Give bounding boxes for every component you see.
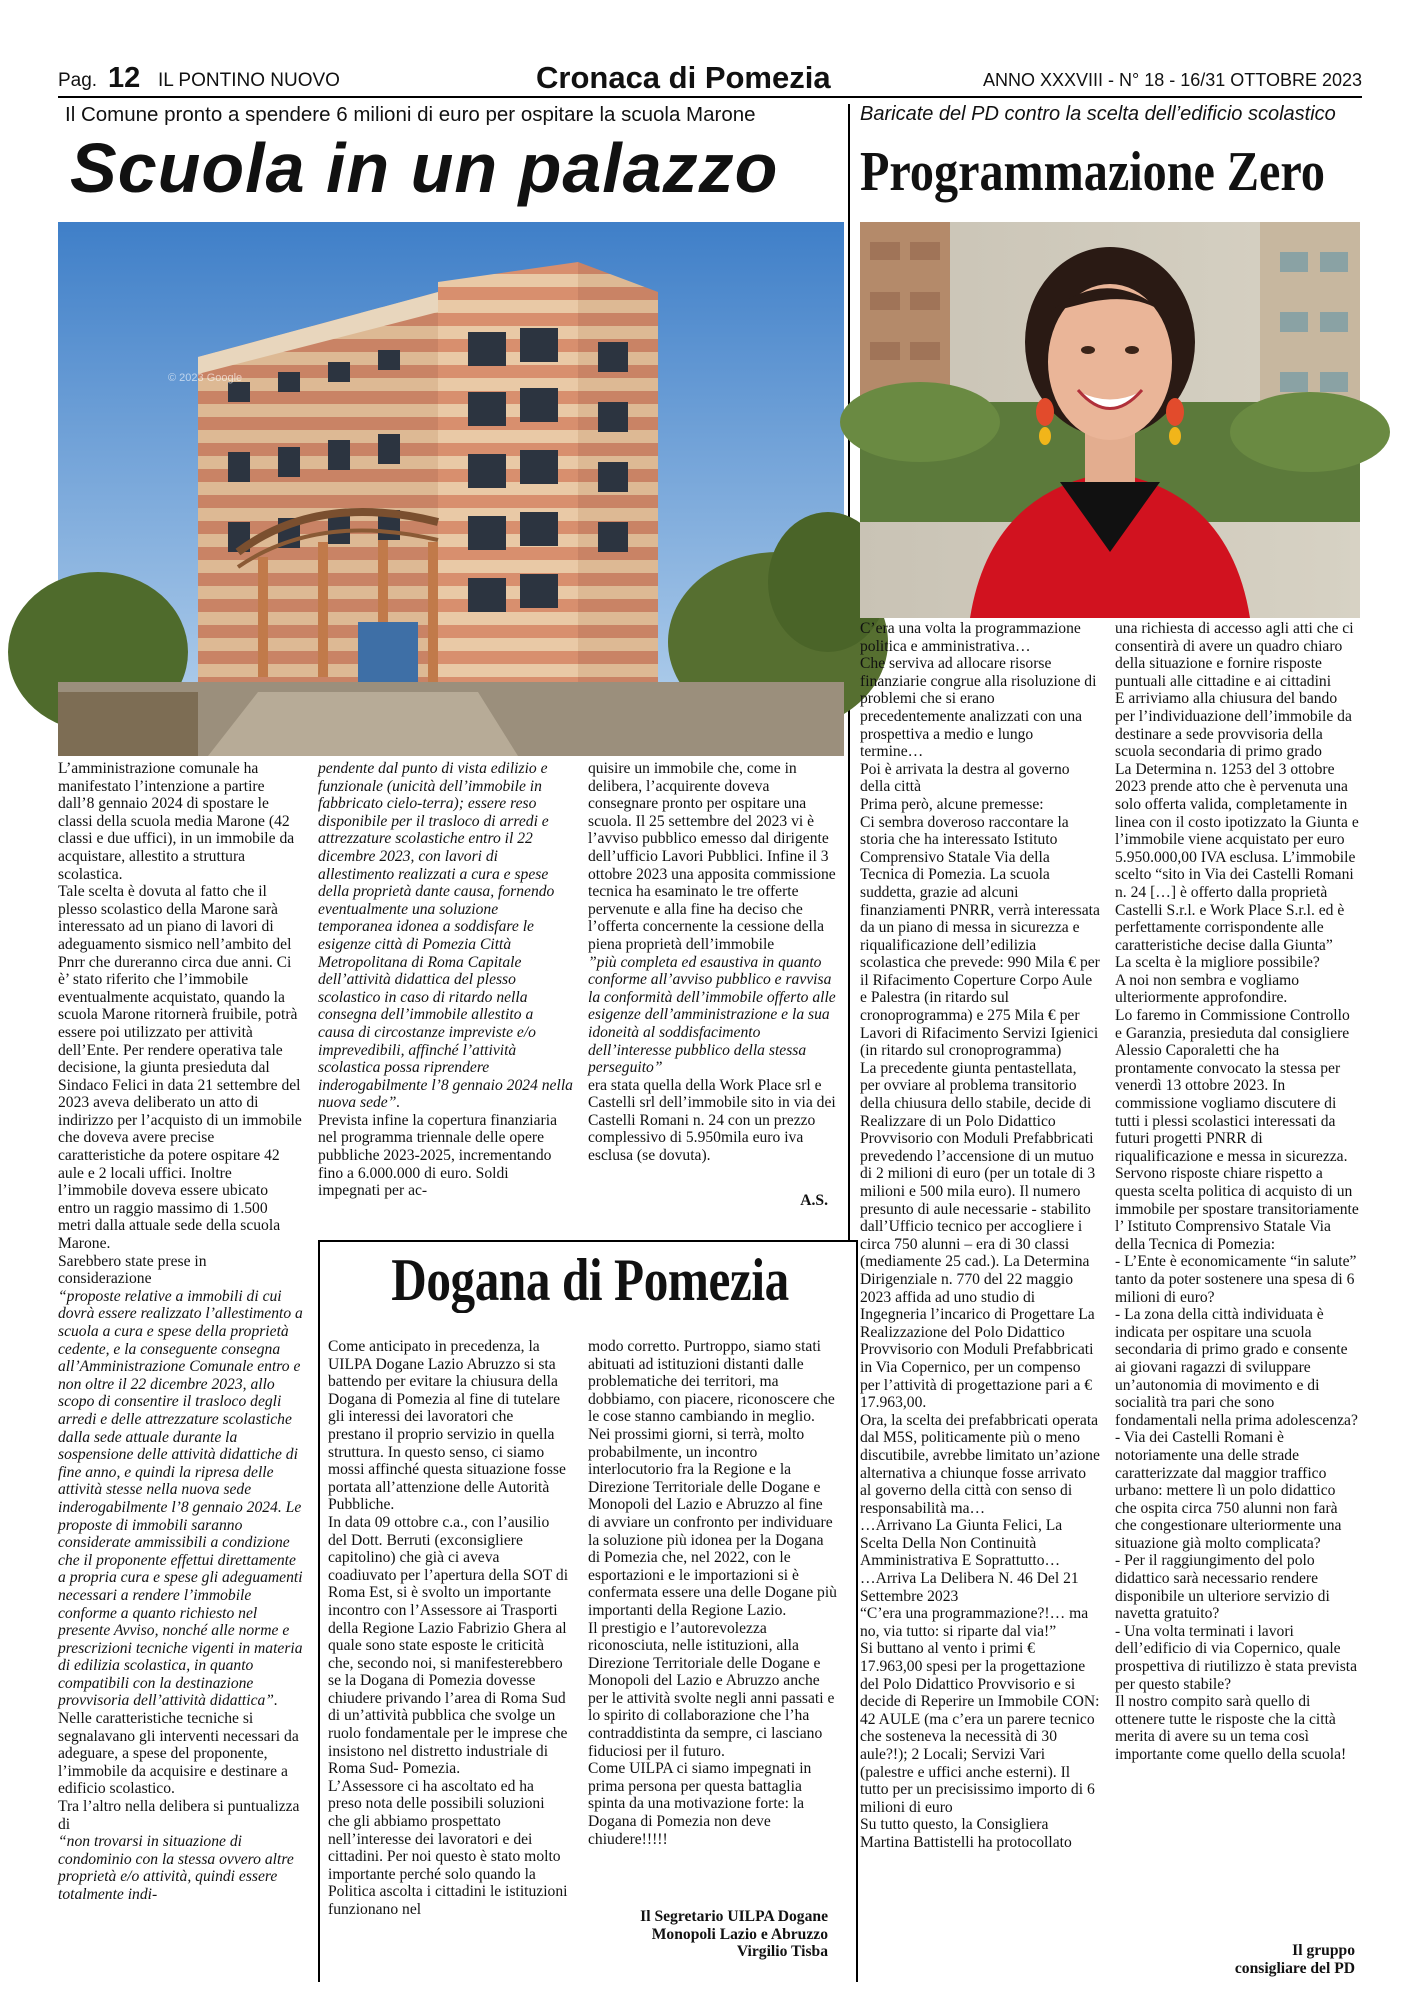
article1-column-2 (318, 760, 573, 1200)
article1-col1-end: Nelle caratteristiche tecniche si segnalavano gli interventi necessari da adeguare, a spese del proponente, l’immobile da acquisire e destinare a edificio scolastico. Tra l’altro nella delibera si puntualizza di (58, 1710, 300, 1833)
article2-kicker: Baricate del PD contro la scelta dell’edificio scolastico (860, 103, 1336, 125)
page-header (58, 62, 1362, 94)
article1-col1-end-quote: “non trovarsi in situazione di condominio con la stessa ovvero altre proprietà e/o attività, quindi essere totalmente indi- (58, 1833, 294, 1903)
article1-col3-end: era stata quella della Work Place srl e Castelli srl dell’immobile sito in via dei Castelli Romani n. 24 con un prezzo complessivo di 5.950mila euro iva esclusa (se dovuta). (588, 1076, 836, 1165)
header-rule (58, 96, 1362, 98)
article2-column-1 (860, 620, 1100, 1982)
article3-title: Dogana di Pomezia (391, 1247, 789, 1313)
photo-watermark: © 2023 Google (168, 372, 243, 384)
article3-col2-text: modo corretto. Purtroppo, siamo stati abituati ad istituzioni distanti dalle problematiche dei territori, ma dobbiamo, con piacere, riconoscere che le cose stanno cambiando in meglio. Nei prossimi giorni, si terrà, molto probabilmente, un incontro interlocutorio fra la Regione e la Direzione Territoriale delle Dogane e Monopoli del Lazio e Abruzzo al fine di avviare un confronto per individuare la soluzione più idonea per la Dogana di Pomezia che, nel 2022, con le esportazioni e le importazioni si è confermata essere una delle Dogane più importanti della Regione Lazio. Il prestigio e l’autorevolezza riconosciuta, nelle istituzioni, alla Direzione Territoriale delle Dogane e Monopoli del Lazio e Abruzzo anche per le attività svolte negli anni passati e lo spirito di collaborazione che l’ha contraddistinta da sempre, ci lasciano fiduciosi per il futuro. Come UILPA ci siamo impegnati in prima persona per questa battaglia spinta da una motivazione forte: la Dogana di Pomezia non deve chiudere!!!!! (588, 1338, 837, 1848)
article3-column-1 (328, 1338, 570, 1978)
woman-portrait-illustration (860, 222, 1360, 618)
article3-column-2 (588, 1338, 838, 1858)
article1-col2-quote: pendente dal punto di vista edilizio e funzionale (unicità dell’immobile in fabbricato cielo-terra); essere reso disponibile per il trasloco di arredi e attrezzature scolastiche entro il 22 dicembre 2023, con lavori di allestimento realizzati a cura e spese della proprietà dante causa, fornendo eventualmente una soluzione temporanea idonea a soddisfare le esigenze città di Pomezia Città Metropolitana di Roma Capitale dell’attività didattica del plesso scolastico in caso di ritardo nella consegna dell’immobile allestito a causa di circostanze impreviste e/o imprevedibili, affinché l’attività scolastica possa riprendere inderogabilmente l’8 gennaio 2024 nella nuova sede”. (318, 760, 573, 1112)
article1-col2-text: Prevista infine la copertura finanziaria nel programma triennale delle opere pubbliche 2023-2025, incrementando fino a 6.000.000 di euro. Soldi impegnati per ac- (318, 1111, 557, 1200)
article1-signature: A.S. (800, 1192, 828, 1209)
article2-col2-text: una richiesta di accesso agli atti che ci consentirà di avere un quadro chiaro della situazione e fornire risposte puntuali alle cittadine e ai cittadini E arriviamo alla chiusura del bando per l’individuazione dell’immobile da destinare a sede provvisoria della scuola secondaria di primo grado La Determina n. 1253 del 3 ottobre 2023 prende atto che è pervenuta una solo offerta valida, completamente in linea con il costo ipotizzato la Giunta e l’immobile viene acquistato per euro 5.950.000,00 IVA esclusa. L’immobile scelto “sito in Via dei Castelli Romani n. 24 […] è offerto dalla proprietà Castelli S.r.l. e Work Place S.r.l. ed è perfettamente corrispondente alle caratteristiche decise dalla Giunta” La scelta è la migliore possibile? A noi non sembra e vogliamo ulteriormente approfondire. Lo faremo in Commissione Controllo e Garanzia, presieduta dal consigliere Alessio Caporaletti che ha prontamente convocato la stessa per venerdì 13 ottobre 2023. In commissione vogliamo discutere di tutti i plessi scolastici interessati da futuri progetti PNRR di riqualificazione e messa in sicurezza. Servono risposte chiare rispetto a questa scelta politica di acquisto di un immobile per spostare transitoriamente l’ Istituto Comprensivo Statale Via della Tecnica di Pomezia: - L’Ente è economicamente “in salute” tanto da poter sostenere una spesa di 6 milioni di euro? - La zona della città individuata è indicata per ospitare una scuola secondaria di primo grado e consente ai giovani ragazzi di sviluppare un’autonomia di movimento e di socialità tra pari che sono fondamentali nella prima adolescenza? - Via dei Castelli Romani è notoriamente una delle strade caratterizzate dal maggior traffico urbano: mettere lì un polo didattico che ospita circa 750 alunni non farà che congestionare ulteriormente una situazione già molto complicata? - Per il raggiungimento del polo didattico sarà necessario rendere disponibile un ulteriore servizio di navetta gratuito? - Una volta terminati i lavori dell’edificio di via Copernico, quale prospettiva di riutilizzo è stata prevista per questo stabile? Il nostro compito sarà quello di ottenere tutte le risposte che la città merita di avere su un tema così importante come quello della scuola! (1115, 620, 1359, 1763)
article3-signature (588, 1908, 828, 1961)
article3-signature-line2: Monopoli Lazio e Abruzzo (651, 1925, 828, 1943)
article3-signature-line1: Il Segretario UILPA Dogane (640, 1908, 828, 1925)
article1-col1-quote: “proposte relative a immobili di cui dovrà essere realizzato l’allestimento a scuola a cura e spese della proprietà cedente, e la conseguente consegna all’Amministrazione Comunale entro e non oltre il 22 dicembre 2023, allo scopo di consentire il trasloco degli arredi e delle attrezzature scolastiche dalla sede attuale durante la sospensione delle attività didattiche di fine anno, e quindi la ripresa delle attività stesse nella nuova sede inderogabilmente l’8 gennaio 2024. Le proposte di immobili saranno considerate ammissibili a condizione che il proponente effettui direttamente a propria cura e spese gli adeguamenti necessari a rendere l’immobile conforme a quanto richiesto nel presente Avviso, nonché alle norme e prescrizioni tecniche vigenti in materia di edilizia scolastica, in quanto compatibili con la destinazione provvisoria dell’attività didattica”. (58, 1287, 303, 1710)
article1-title: Scuola in un palazzo (70, 129, 779, 207)
building-illustration (58, 222, 844, 756)
building-photo (58, 222, 844, 756)
councillor-photo (860, 222, 1360, 618)
section-title: Cronaca di Pomezia (536, 60, 831, 95)
article2-signature-line1: Il gruppo (1292, 1942, 1355, 1959)
article1-col1-text: L’amministrazione comunale ha manifestato l’intenzione a partire dall’8 gennaio 2024 di spostare le classi della scuola media Marone (42 classi e due uffici), in un immobile da acquistare, allestito a struttura scolastica. Tale scelta è dovuta al fatto che il plesso scolastico della Marone sarà interessato ad un piano di lavori di adeguamento sismico nell’ambito del Pnrr che dureranno circa due anni. Ci è’ stato riferito che l’immobile eventualmente acquistato, quando la scuola Marone ritornerà fruibile, potrà essere poi utilizzato per attività dell’Ente. Per rendere operativa tale decisione, la giunta presieduta dal Sindaco Felici in data 21 settembre del 2023 aveva deliberato un atto di indirizzo per l’acquisto di un immobile che doveva avere precise caratteristiche da potere ospitare 42 aule e 2 locali uffici. Inoltre l’immobile doveva essere ubicato entro un raggio massimo di 1.500 metri dalla attuale sede della scuola Marone. Sarebbero state prese in considerazione (58, 760, 302, 1288)
article1-col3-quote: ”più completa ed esaustiva in quanto conforme all’avviso pubblico e ravvisa la conformità dell’immobile offerto alle esigenze dell’amministrazione e la sua idoneità al soddisfacimento dell’interesse pubblico della stessa perseguito” (588, 953, 836, 1077)
article1-col3-text: quisire un immobile che, come in delibera, l’acquirente doveva consegnare pronto per ospitare una scuola. Il 25 settembre del 2023 vi è l’avviso pubblico emesso dal dirigente dell’ufficio Lavori Pubblici. Infine il 3 ottobre 2023 una apposita commissione tecnica ha esaminato le tre offerte pervenute e alla fine ha deciso che l’offerta concernente la cessione della piena proprietà dell’immobile (588, 760, 836, 953)
page-label: Pag. (58, 70, 98, 91)
publication-name: IL PONTINO NUOVO (158, 70, 340, 91)
article2-signature-line2: consigliare del PD (1234, 1959, 1355, 1977)
article3-signature-line3: Virgilio Tisba (736, 1943, 828, 1961)
article2-col1-text: C’era una volta la programmazione politica e amministrativa… Che serviva ad allocare risorse finanziarie congrue alla risoluzione di problemi che si erano precedentemente analizzati con una prospettiva a medio e lungo termine… Poi è arrivata la destra al governo della città Prima però, alcune premesse: Ci sembra doveroso raccontare la storia che ha interessato Istituto Comprensivo Statale Via della Tecnica di Pomezia. La scuola suddetta, grazie ad alcuni finanziamenti PNRR, verrà interessata da un piano di messa in sicurezza e riqualificazione dell’edilizia scolastica che prevede: 990 Mila € per il Rifacimento Coperture Corpo Aule e Palestra (in ritardo sul cronoprogramma) e 275 Mila € per Lavori di Rifacimento Servizi Igienici (in ritardo sul cronoprogramma) La precedente giunta pentastellata, per ovviare al problema transitorio della chiusura dello stabile, decide di Realizzare di un Polo Didattico Provvisorio con Moduli Prefabbricati prevedendo l’accensione di un mutuo di 2 milioni di euro (per un totale di 3 milioni e 500 mila euro). Il numero presunto di aule necessarie - stabilito dall’Ufficio tecnico per accogliere i circa 750 alunni – era di 30 classi (mediamente 25 cad.). La Determina Dirigenziale n. 770 del 22 maggio 2023 affida ad uno studio di Ingegneria l’incarico di Progettare La Realizzazione del Polo Didattico Provvisorio con Moduli Prefabbricati in Via Copernico, per un compenso per l’attività di progettazione pari a € 17.963,00. Ora, la scelta dei prefabbricati operata dal M5S, politicamente più o meno discutibile, avrebbe limitato un’azione alternativa a chiunque fosse arrivato al governo della città con senso di responsabilità ma… …Arrivano La Giunta Felici, La Scelta Della Non Continuità Amministrativa E Soprattutto… …Arriva La Delibera N. 46 Del 21 Settembre 2023 “C’era una programmazione?!… ma no, via tutto: si riparte dal via!” Si buttano al vento i primi € 17.963,00 spesi per la progettazione del Polo Didattico Provvisorio e si decide di Reperire un Immobile CON: 42 AULE (ma c’era un parere tecnico che sosteneva la necessità di 30 aule?!); 2 Locali; Servizi Vari (palestre e uffici anche esterni). Il tutto per un precisissimo importo di 6 milioni di euro Su tutto questo, la Consigliera Martina Battistelli ha protocollato (860, 620, 1100, 1851)
article2-signature (1115, 1942, 1355, 1977)
article2-title: Programmazione Zero (860, 141, 1325, 203)
article1-kicker: Il Comune pronto a spendere 6 milioni di euro per ospitare la scuola Marone (65, 103, 756, 126)
article3-col1-text: Come anticipato in precedenza, la UILPA Dogane Lazio Abruzzo si sta battendo per evitare la chiusura della Dogana di Pomezia al fine di tutelare gli interessi dei lavoratori che prestano il proprio servizio in quella struttura. In questo senso, ci siamo mossi affinché questa situazione fosse portata all’attenzione delle Autorità Pubbliche. In data 09 ottobre c.a., con l’ausilio del Dott. Berruti (exconsigliere capitolino) che già ci aveva coadiuvato per l’apertura della SOT di Roma Est, si è svolto un importante incontro con l’Assessore ai Trasporti della Regione Lazio Fabrizio Ghera al quale sono state esposte le criticità che, secondo noi, si manifesterebbero se la Dogana di Pomezia dovesse chiudere privando l’area di Roma Sud di un’attività pubblica che svolge un ruolo fondamentale per le imprese che insistono nel distretto industriale di Roma Sud- Pomezia. L’Assessore ci ha ascoltato ed ha preso nota delle possibili soluzioni che gli abbiamo prospettato nell’interesse dei lavoratori e dei cittadini. Per noi questo è stato molto importante perché solo quando la Politica ascolta i cittadini le istituzioni funzionano nel (328, 1338, 569, 1918)
article1-column-3 (588, 760, 840, 1190)
issue-info: ANNO XXXVIII - N° 18 - 16/31 OTTOBRE 2023 (982, 70, 1362, 90)
article1-column-1 (58, 760, 303, 1985)
article2-column-2 (1115, 620, 1360, 1860)
page-number: 12 (108, 62, 141, 94)
